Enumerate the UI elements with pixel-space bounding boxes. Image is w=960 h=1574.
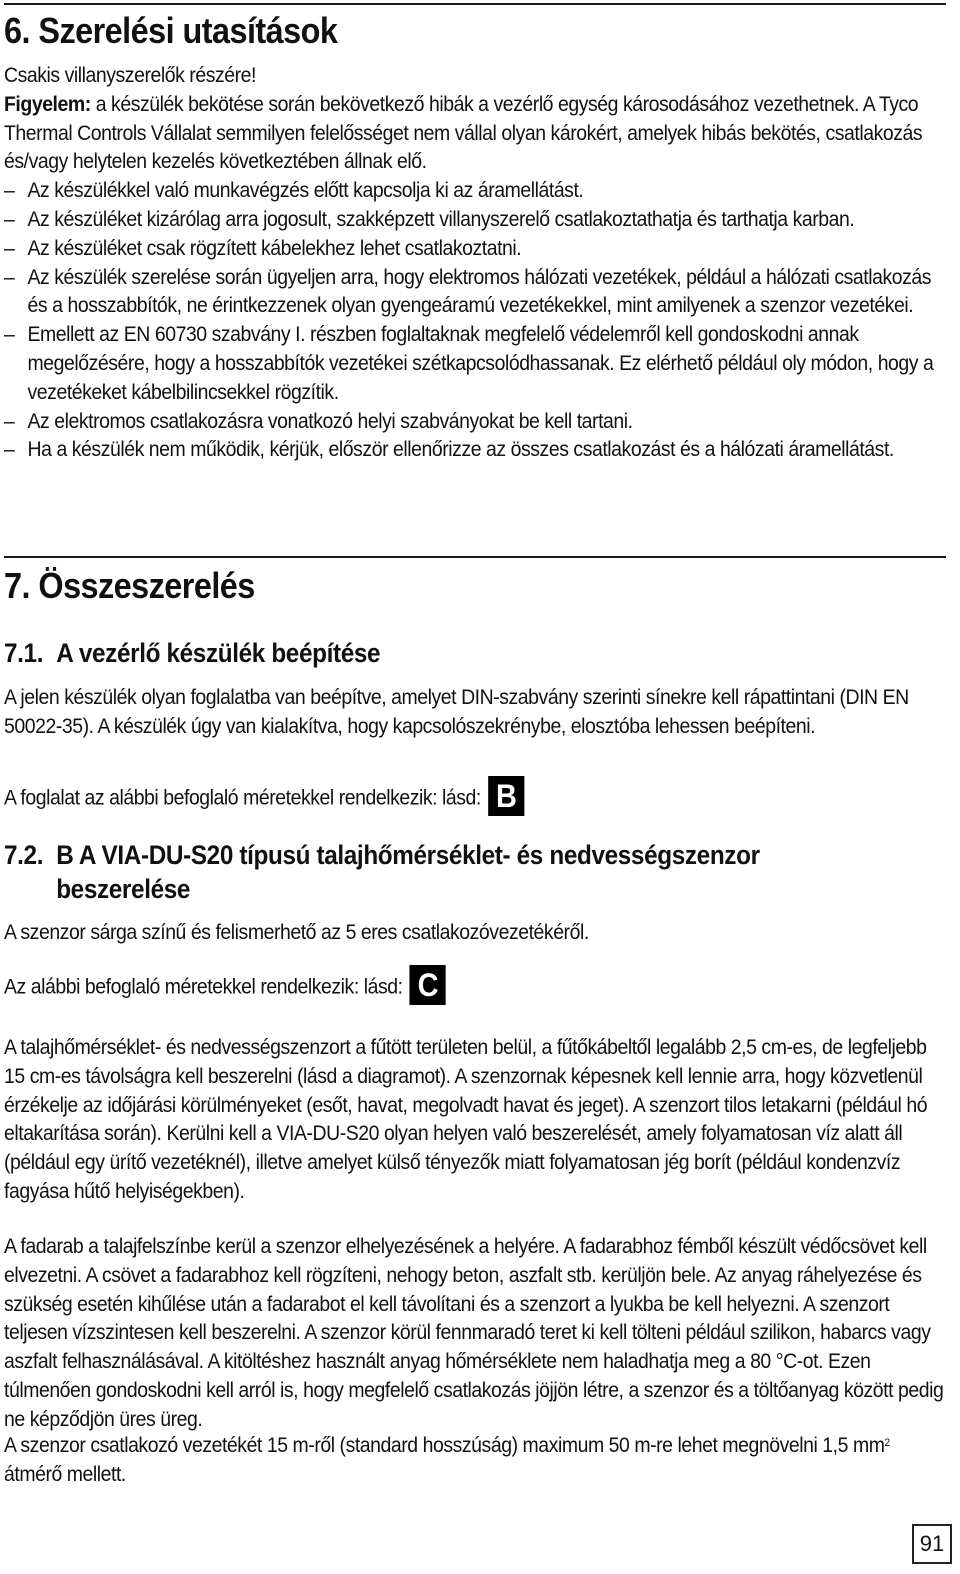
dimensions-text: Az alábbi befoglaló méretekkel rendelkezik: lásd: xyxy=(4,974,403,999)
list-item-text: Az készüléket csak rögzített kábelekhez lehet csatlakoztatni. xyxy=(27,235,522,260)
list-item-text: Az elektromos csatlakozásra vonatkozó helyi szabványokat be kell tartani. xyxy=(27,408,633,433)
cable-text-end: átmérő mellett. xyxy=(4,1461,126,1486)
subsection-7-2-para2 xyxy=(4,968,945,1008)
figure-reference-c: C xyxy=(410,965,446,1005)
subsection-7-2-para4: A fadarab a talajfelszínbe kerül a szenzor elhelyezésének a helyére. A fadarabhoz fémből készült védőcsövet kell elvezetni. A csövet a fadarabhoz kell rögzíteni, nehogy beton, aszfalt stb. kerüljön bele. Az anyag ráhelyezése és szükség esetén kihűlése után a fadarabot el kell távolítani és a szenzort a lyukba be kell helyezni. A szenzort teljesen vízszintesen kell beszerelni. A szenzor körül fennmaradó teret ki kell tölteni például szilikon, habarcs vagy aszfalt felhasználásával. A kitöltéshez használt anyag hőmérséklete nem haladhatja meg a 80 °C-ot. Ezen túlmenően gondoskodni kell arról is, hogy megfelelő csatlakozás jöjjön létre, a szenzor és a töltőanyag között pedig ne képződjön üres üreg. xyxy=(4,1234,944,1431)
subsection-number: 7.2. xyxy=(4,840,44,870)
subsection-title-line1: B A VIA-DU-S20 típusú talajhőmérséklet- és nedvességszenzor xyxy=(56,840,760,870)
cable-text: A szenzor csatlakozó vezetékét 15 m-ről (standard hosszúság) maximum 50 m-re lehet megnövelni 1,5 mm xyxy=(4,1433,885,1457)
figure-reference-b: B xyxy=(488,776,524,816)
list-item xyxy=(4,205,945,234)
list-item xyxy=(4,234,945,263)
subsection-7-2-para3: A talajhőmérséklet- és nedvességszenzort a fűtött területen belül, a fűtőkábeltől legalább 2,5 cm-es, de legfeljebb 15 cm-es távolságra kell beszerelni (lásd a diagramot). A szenzornak képesnek kell lennie arra, hogy közvetlenül érzékelje az időjárási körülményeket (esőt, havat, megolvadt havat és jeget). A szenzort tilos letakarni (például hó eltakarítása során). Kerülni kell a VIA-DU-S20 olyan helyen való beszerelését, amely folyamatosan víz alatt áll (például egy ürítő vezetéknél), illetve amelyet külső tényezők miatt folyamatosan jég borít (például kondenzvíz fagyása hűtő helyiségekben). xyxy=(4,1035,928,1203)
warning-paragraph xyxy=(4,90,945,176)
section-6-body xyxy=(4,61,945,464)
list-item-text: Az készüléket kizárólag arra jogosult, szakképzett villanyszerelő csatlakoztathatja és tarthatja karban. xyxy=(27,206,855,231)
subsection-7-1-para2 xyxy=(4,779,945,819)
subsection-7-1-title xyxy=(4,636,380,670)
list-item xyxy=(4,407,945,436)
section-divider xyxy=(4,556,946,558)
top-rule xyxy=(4,3,946,5)
subsection-7-2-title xyxy=(4,838,760,906)
intro-text: Csakis villanyszerelők részére! xyxy=(4,63,256,87)
list-item-text: Ha a készülék nem működik, kérjük, először ellenőrizze az összes csatlakozást és a hálózati áramellátást. xyxy=(27,437,894,462)
dash-marker: – xyxy=(4,264,15,289)
list-item xyxy=(4,320,945,406)
safety-list xyxy=(4,176,945,464)
list-item xyxy=(4,263,945,321)
dimensions-text: A foglalat az alábbi befoglaló méretekkel rendelkezik: lásd: xyxy=(4,785,481,810)
dash-marker: – xyxy=(4,437,15,462)
subsection-7-1-para1: A jelen készülék olyan foglalatba van beépítve, amelyet DIN-szabvány szerinti sínekre kell rápattintani (DIN EN 50022-35). A készülék úgy van kialakítva, hogy kapcsolószekrénybe, elosztóba lehessen beépíteni. xyxy=(4,685,909,738)
subsection-title: A vezérlő készülék beépítése xyxy=(56,638,381,668)
subsection-7-2-para1: A szenzor sárga színű és felismerhető az 5 eres csatlakozóvezetékéről. xyxy=(4,920,589,944)
subsection-title-line2: beszerelése xyxy=(56,874,191,904)
subsection-number: 7.1. xyxy=(4,638,44,668)
superscript: 2 xyxy=(884,1437,890,1449)
dash-marker: – xyxy=(4,235,15,260)
dash-marker: – xyxy=(4,408,15,433)
dash-marker: – xyxy=(4,206,15,231)
dash-marker: – xyxy=(4,322,15,347)
list-item-text: Emellett az EN 60730 szabvány I. részben foglaltaknak megfelelő védelemről kell gondoskodni annak megelőzésére, hogy a hosszabbítók vezetékei szétkapcsolódhassanak. Ez elérhető például oly módon, hogy a vezetékeket kábelbilincsekkel rögzítik. xyxy=(27,322,934,404)
list-item-text: Az készülékkel való munkavégzés előtt kapcsolja ki az áramellátást. xyxy=(27,178,584,203)
dash-marker: – xyxy=(4,178,15,203)
list-item xyxy=(4,435,945,464)
list-item xyxy=(4,176,945,205)
section-7-title: 7. Összeszerelés xyxy=(4,565,255,606)
warning-label: Figyelem: xyxy=(4,91,91,116)
section-6-title: 6. Szerelési utasítások xyxy=(4,10,338,51)
page-number: 91 xyxy=(912,1524,952,1564)
list-item-text: Az készülék szerelése során ügyeljen arra, hogy elektromos hálózati vezetékek, például a hálózati csatlakozás és a hosszabbítók, ne érintkezzenek olyan gyengeáramú vezetékekkel, mint amilyenek a szenzor vezetékei. xyxy=(27,264,932,318)
warning-text: a készülék bekötése során bekövetkező hibák a vezérlő egység károsodásához vezethetnek. A Tyco Thermal Controls Vállalat semmilyen felelősséget nem vállal olyan károkért, amelyek hibás bekötés, csatlakozás és/vagy helytelen kezelés következtében állnak elő. xyxy=(4,91,923,174)
subsection-7-2-para5 xyxy=(4,1431,945,1489)
